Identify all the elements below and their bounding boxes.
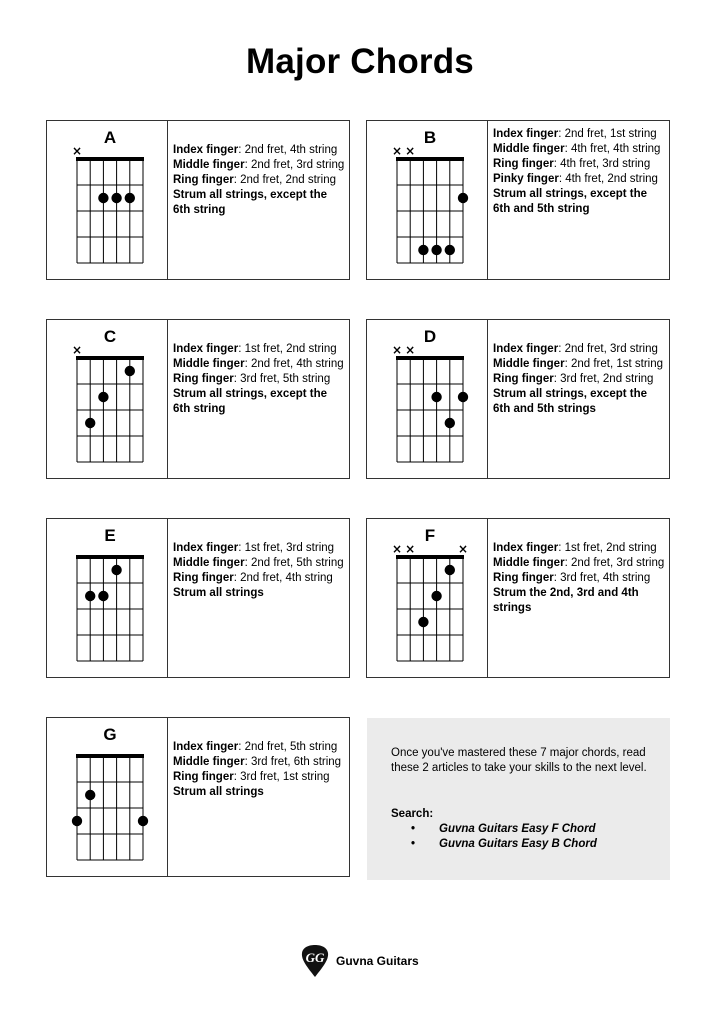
chord-diagram-a	[47, 121, 168, 279]
finger-dot	[98, 392, 108, 402]
chord-card-g	[46, 717, 350, 877]
finger-instruction	[493, 571, 665, 586]
finger-instruction	[493, 172, 665, 187]
finger-position: : 3rd fret, 6th string	[244, 756, 342, 768]
strum-instruction: Strum all strings, except the 6th and 5th string	[493, 188, 648, 215]
finger-label: Ring finger	[493, 373, 554, 385]
finger-dot	[418, 245, 428, 255]
finger-position: : 1st fret, 3rd string	[238, 542, 335, 554]
chord-name: C	[103, 327, 117, 346]
finger-position: : 1st fret, 2nd string	[238, 343, 337, 355]
finger-dot	[98, 591, 108, 601]
finger-dot	[85, 591, 95, 601]
chord-name: E	[104, 526, 116, 545]
finger-position: : 3rd fret, 1st string	[233, 771, 330, 783]
finger-position: : 2nd fret, 3rd string	[564, 557, 665, 569]
finger-instruction	[493, 556, 665, 571]
promo-item-f-chord: • Guvna Guitars Easy F Chord	[411, 822, 597, 837]
chord-card-e	[46, 518, 350, 678]
guitar-pick-icon	[300, 944, 330, 978]
finger-label: Ring finger	[173, 572, 234, 584]
finger-position: : 2nd fret, 2nd string	[233, 174, 336, 186]
finger-instruction	[173, 571, 345, 586]
finger-label: Index finger	[173, 343, 239, 355]
muted-string-marker: ×	[391, 144, 403, 158]
strum-instruction: Strum the 2nd, 3rd and 4th strings	[493, 587, 639, 614]
finger-position: : 2nd fret, 1st string	[558, 128, 657, 140]
muted-string-marker: ×	[71, 144, 83, 158]
finger-instruction	[173, 755, 345, 770]
finger-dot	[431, 392, 441, 402]
finger-instruction	[173, 143, 345, 158]
fretboard-nut	[76, 157, 144, 161]
promo-item-b-chord: • Guvna Guitars Easy B Chord	[411, 837, 597, 852]
finger-instruction	[493, 541, 665, 556]
finger-label: Middle finger	[173, 358, 245, 370]
finger-instruction	[493, 342, 665, 357]
chord-instructions	[173, 342, 345, 417]
finger-label: Index finger	[493, 343, 559, 355]
finger-dot	[431, 591, 441, 601]
chord-instructions	[173, 740, 345, 800]
finger-instruction	[173, 357, 345, 372]
chord-name: F	[424, 526, 436, 545]
finger-dot	[458, 193, 468, 203]
chord-instructions	[493, 541, 665, 616]
finger-position: : 2nd fret, 1st string	[564, 358, 663, 370]
finger-dot	[111, 193, 121, 203]
page-title: Major Chords	[246, 42, 474, 81]
finger-position: : 3rd fret, 2nd string	[553, 373, 654, 385]
muted-string-marker: ×	[457, 542, 469, 556]
finger-instruction	[173, 173, 345, 188]
chord-instructions	[173, 541, 345, 601]
finger-dot	[445, 245, 455, 255]
finger-dot	[72, 816, 82, 826]
promo-list	[411, 822, 597, 852]
finger-label: Index finger	[173, 741, 239, 753]
finger-position: : 2nd fret, 5th string	[238, 741, 338, 753]
finger-label: Index finger	[173, 542, 239, 554]
chord-name: G	[103, 725, 117, 744]
strum-instruction: Strum all strings, except the 6th and 5th strings	[493, 388, 648, 415]
chord-instructions	[173, 143, 345, 218]
finger-dot	[125, 193, 135, 203]
finger-dot	[98, 193, 108, 203]
finger-instruction	[173, 158, 345, 173]
chord-name: D	[423, 327, 437, 346]
finger-dot	[418, 617, 428, 627]
finger-instruction	[493, 372, 665, 387]
promo-box	[367, 718, 670, 880]
finger-label: Middle finger	[173, 557, 245, 569]
footer-brand: Guvna Guitars	[336, 954, 419, 968]
finger-dot	[111, 565, 121, 575]
chord-diagram-e	[47, 519, 168, 677]
finger-instruction	[173, 740, 345, 755]
finger-position: : 2nd fret, 3rd string	[558, 343, 658, 355]
strum-instruction: Strum all strings	[173, 786, 264, 798]
finger-position: : 1st fret, 2nd string	[558, 542, 657, 554]
muted-string-marker: ×	[405, 343, 416, 357]
finger-instruction	[173, 541, 345, 556]
chord-instructions	[493, 127, 665, 217]
muted-string-marker: ×	[405, 542, 416, 556]
finger-dot	[125, 366, 135, 376]
chord-instructions	[493, 342, 665, 417]
finger-instruction	[173, 342, 345, 357]
finger-dot	[85, 418, 95, 428]
muted-string-marker: ×	[405, 144, 416, 158]
finger-label: Index finger	[493, 128, 559, 140]
finger-dot	[85, 790, 95, 800]
promo-text: Once you've mastered these 7 major chords, read these 2 articles to take your skills to the next level.	[391, 747, 647, 774]
finger-instruction	[493, 127, 665, 142]
finger-label: Index finger	[493, 542, 559, 554]
finger-position: : 2nd fret, 4th string	[244, 358, 344, 370]
chord-diagram-c	[47, 320, 168, 478]
chord-diagram-b	[367, 121, 488, 279]
finger-dot	[431, 245, 441, 255]
finger-position: : 2nd fret, 5th string	[244, 557, 344, 569]
promo-search-label: Search:	[391, 808, 434, 820]
chord-card-b	[366, 120, 670, 280]
finger-position: : 2nd fret, 3rd string	[244, 159, 345, 171]
chord-diagram-f	[367, 519, 488, 677]
finger-dot	[138, 816, 148, 826]
strum-instruction: Strum all strings	[173, 587, 264, 599]
footer-logo-letters: GG	[305, 950, 325, 965]
finger-label: Middle finger	[493, 557, 565, 569]
finger-dot	[458, 392, 468, 402]
finger-dot	[445, 418, 455, 428]
finger-label: Ring finger	[173, 174, 234, 186]
finger-position: : 2nd fret, 4th string	[233, 572, 333, 584]
finger-label: Ring finger	[493, 158, 554, 170]
finger-position: : 4th fret, 2nd string	[558, 173, 658, 185]
finger-dot	[445, 565, 455, 575]
muted-string-marker: ×	[71, 343, 83, 357]
strum-instruction: Strum all strings, except the 6th string	[173, 189, 328, 216]
finger-label: Pinky finger	[493, 173, 559, 185]
fretboard-nut	[76, 555, 144, 559]
footer	[300, 944, 419, 978]
chord-diagram-g	[47, 718, 168, 876]
chord-card-c	[46, 319, 350, 479]
finger-position: : 3rd fret, 5th string	[233, 373, 331, 385]
finger-position: : 2nd fret, 4th string	[238, 144, 338, 156]
chord-name: A	[103, 128, 117, 147]
finger-label: Middle finger	[493, 358, 565, 370]
chord-name: B	[423, 128, 437, 147]
finger-instruction	[493, 357, 665, 372]
muted-string-marker: ×	[391, 542, 403, 556]
finger-instruction	[493, 142, 665, 157]
finger-label: Ring finger	[173, 771, 234, 783]
finger-position: : 4th fret, 4th string	[564, 143, 661, 155]
finger-instruction	[173, 556, 345, 571]
chord-diagram-d	[367, 320, 488, 478]
finger-position: : 4th fret, 3rd string	[553, 158, 651, 170]
finger-label: Middle finger	[493, 143, 565, 155]
finger-label: Ring finger	[173, 373, 234, 385]
fretboard-nut	[76, 356, 144, 360]
strum-instruction: Strum all strings, except the 6th string	[173, 388, 328, 415]
chord-card-d	[366, 319, 670, 479]
finger-label: Index finger	[173, 144, 239, 156]
finger-label: Ring finger	[493, 572, 554, 584]
fretboard-nut	[76, 754, 144, 758]
finger-label: Middle finger	[173, 756, 245, 768]
chord-card-f	[366, 518, 670, 678]
chord-card-a	[46, 120, 350, 280]
finger-instruction	[173, 372, 345, 387]
finger-label: Middle finger	[173, 159, 245, 171]
finger-position: : 3rd fret, 4th string	[553, 572, 651, 584]
muted-string-marker: ×	[391, 343, 403, 357]
finger-instruction	[173, 770, 345, 785]
finger-instruction	[493, 157, 665, 172]
